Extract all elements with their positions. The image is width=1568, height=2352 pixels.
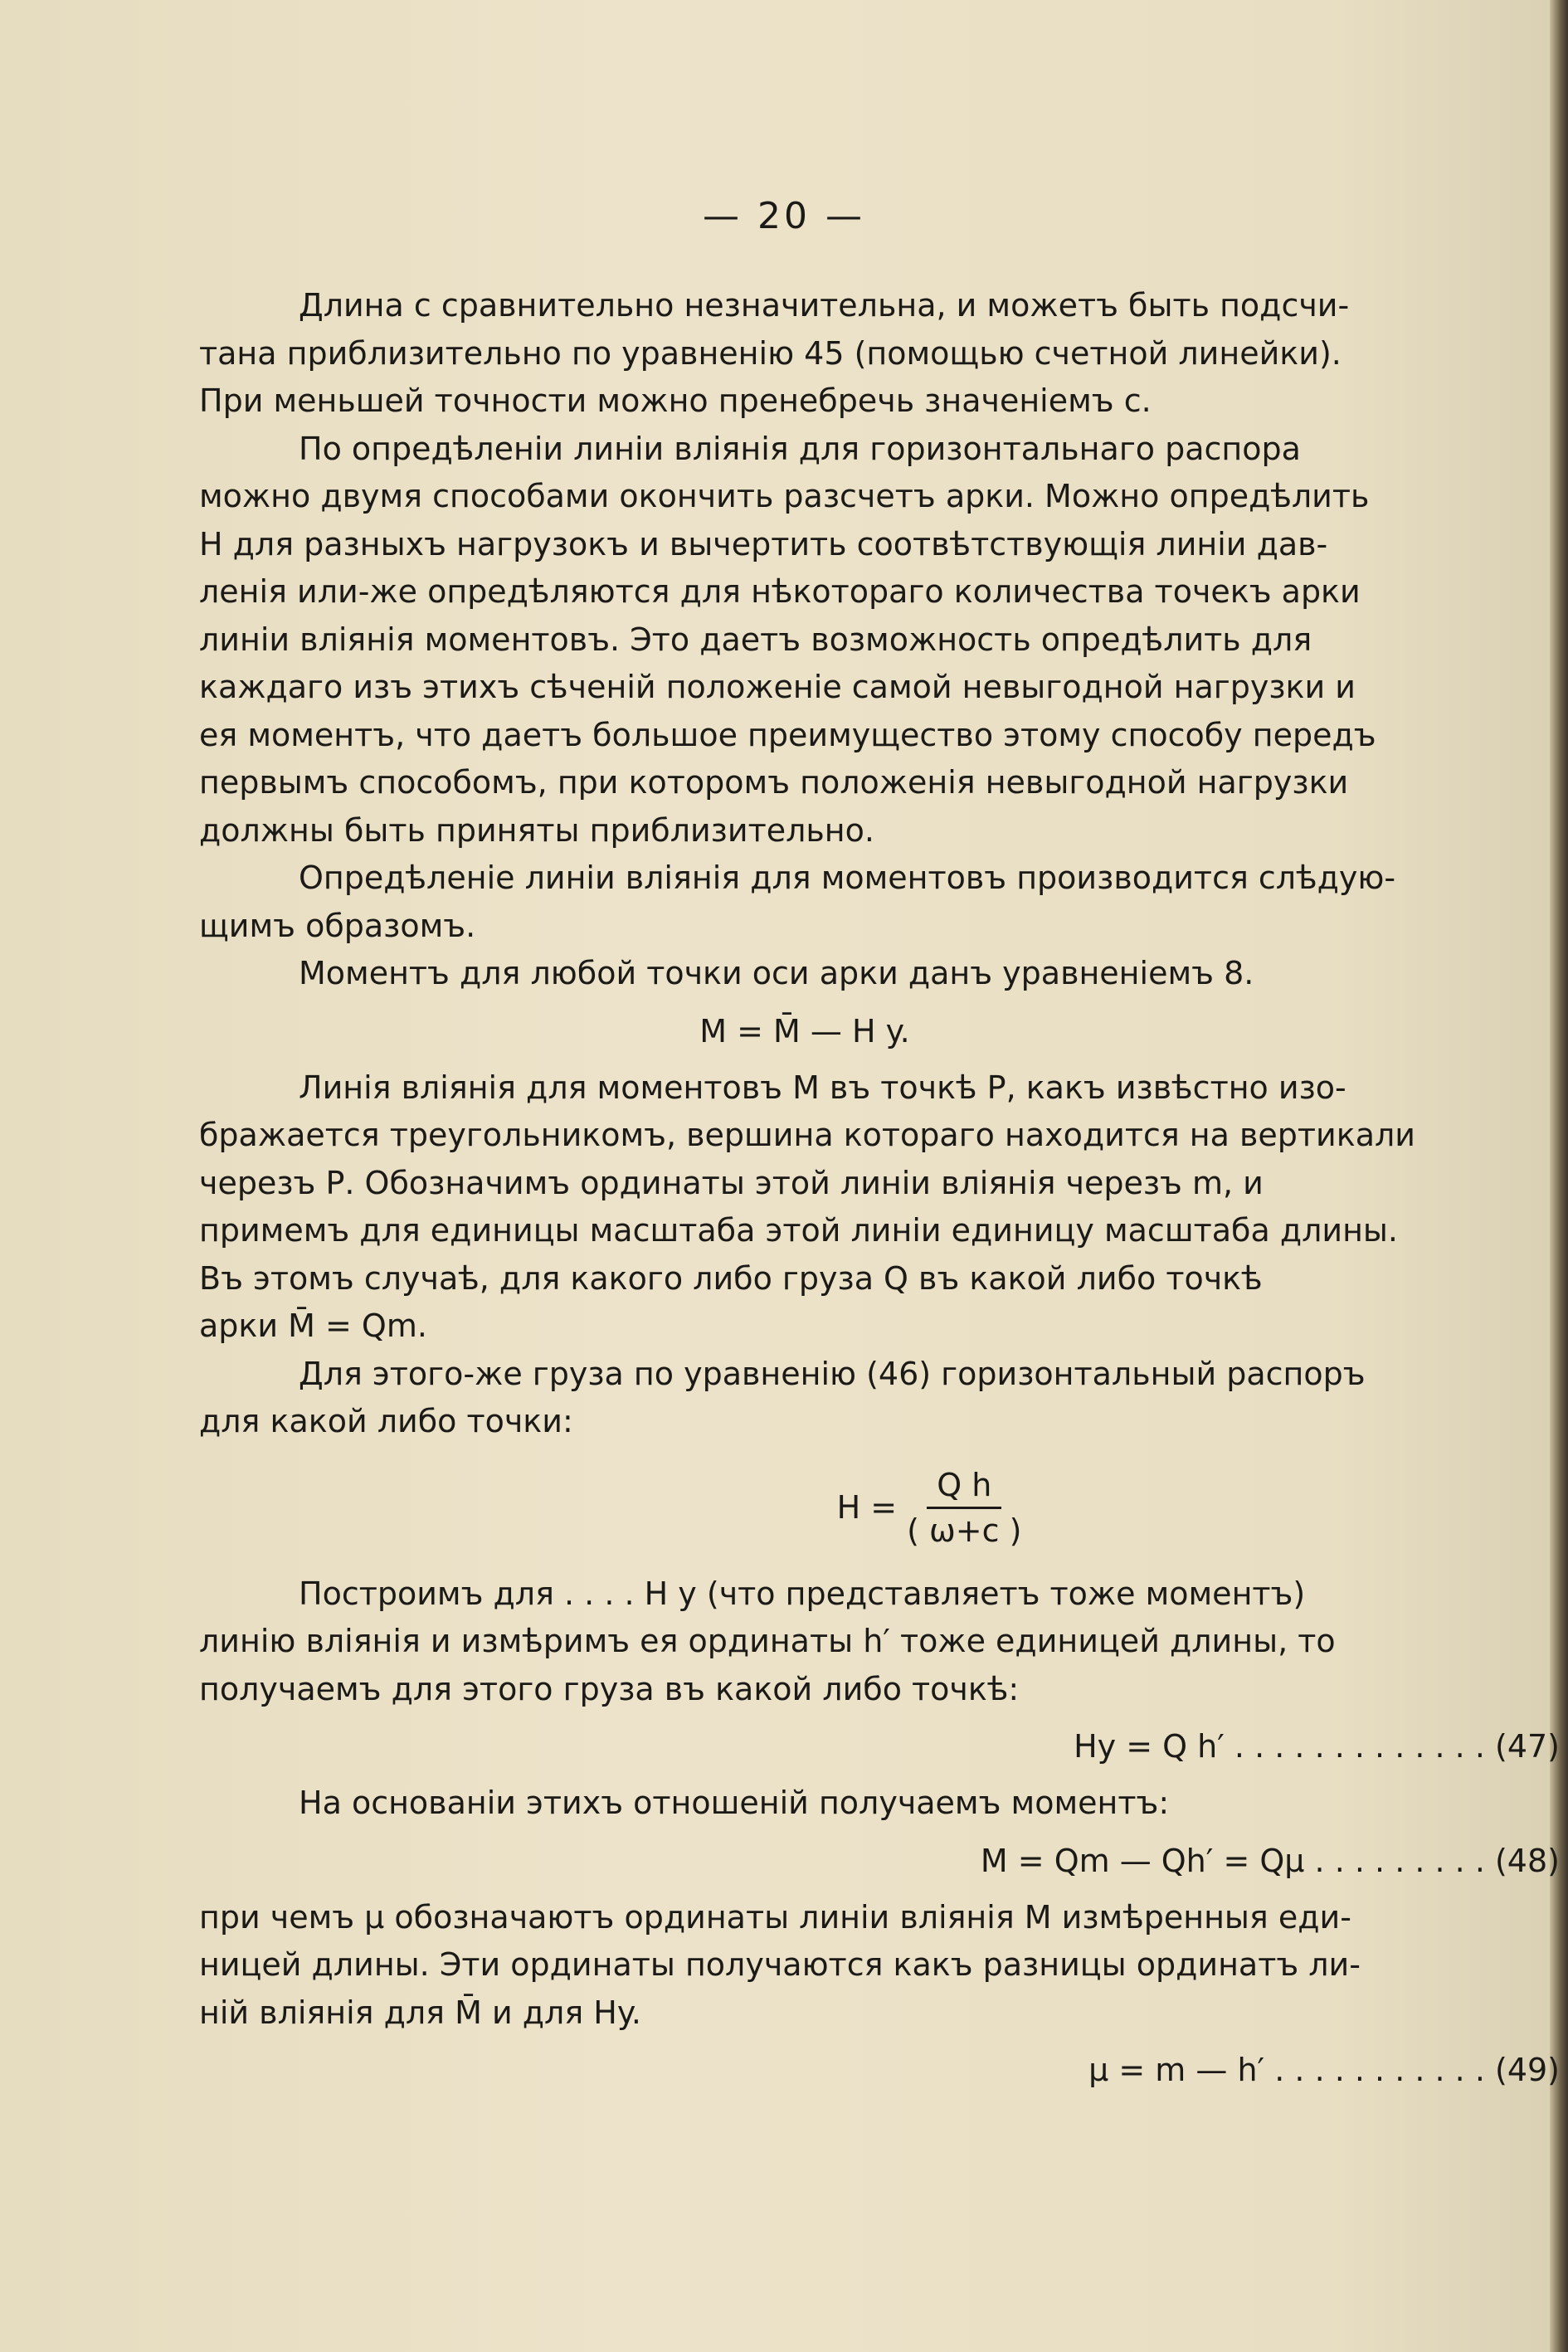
text-line: ея моментъ, что даетъ большое преимущество этому способу передъ (199, 716, 1376, 753)
fraction (907, 1463, 1021, 1552)
text-line: тана приблизительно по уравненію 45 (помощью счетной линейки). (199, 334, 1342, 372)
equation-48 (199, 1828, 1560, 1894)
text-line: По опредѣленіи линіи вліянія для горизонтальнаго распора (299, 430, 1301, 467)
text-line: ній вліянія для M̄ и для Hy. (199, 1994, 641, 2031)
text-line: для какой либо точки: (199, 1403, 573, 1439)
text-line: Въ этомъ случаѣ, для какого либо груза Q въ какой либо точкѣ (199, 1259, 1263, 1297)
fraction-denominator: ( ω+c ) (907, 1512, 1022, 1549)
text-line: примемъ для единицы масштаба этой линіи единицу масштаба длины. (199, 1212, 1399, 1249)
text-line: Н для разныхъ нагрузокъ и вычертить соотвѣтствующія линіи дав- (199, 525, 1328, 562)
text-line: арки M̄ = Qm. (199, 1307, 427, 1344)
fraction-numerator: Q h (927, 1463, 1001, 1509)
text-line: можно двумя способами окончить разсчетъ арки. Можно опредѣлить (199, 478, 1370, 514)
text-line: ницей длины. Эти ординаты получаются какъ разницы ординатъ ли- (199, 1946, 1361, 1983)
equation-49-text: μ = m — h′ . . . . . . . . . . . (49) (1088, 2052, 1560, 2088)
text-line: Линія вліянія для моментовъ М въ точкѣ Р, какъ извѣстно изо- (299, 1069, 1346, 1106)
text-line: щимъ образомъ. (199, 907, 476, 944)
body-text (199, 282, 1560, 2103)
text-line: каждаго изъ этихъ сѣченій положеніе самой невыгодной нагрузки и (199, 669, 1356, 705)
text-line: При меньшей точности можно пренебречь значеніемъ с. (199, 382, 1152, 419)
text-line: бражается треугольникомъ, вершина котораго находится на вертикали (199, 1117, 1415, 1153)
text-line: На основаніи этихъ отношеній получаемъ моментъ: (299, 1785, 1170, 1821)
equation-48-text: M = Qm — Qh′ = Qμ . . . . . . . . . (48) (980, 1842, 1560, 1879)
text-line: линію вліянія и измѣримъ ея ординаты h′ тоже единицей длины, то (199, 1623, 1336, 1659)
equation-h (199, 1446, 1560, 1570)
equation-47 (199, 1713, 1560, 1780)
text-line: черезъ Р. Обозначимъ ординаты этой линіи вліянія черезъ m, и (199, 1164, 1264, 1201)
text-line: первымъ способомъ, при которомъ положенія невыгодной нагрузки (199, 764, 1349, 801)
text-line: при чемъ μ обозначаютъ ординаты линіи вліянія М измѣренныя еди- (199, 1898, 1351, 1936)
text-line: должны быть приняты приблизительно. (199, 811, 874, 849)
equation-47-text: Hy = Q h′ . . . . . . . . . . . . . (47) (1074, 1728, 1560, 1765)
text-line: Для этого-же груза по уравненію (46) горизонтальный распоръ (299, 1355, 1366, 1392)
text-line: линіи вліянія моментовъ. Это даетъ возможность опредѣлить для (199, 621, 1312, 658)
text-line: ленія или-же опредѣляются для нѣкотораго количества точекъ арки (199, 573, 1361, 610)
text-line: Длина с сравнительно незначительна, и можетъ быть подсчи- (299, 287, 1350, 324)
text-line: получаемъ для этого груза въ какой либо точкѣ: (199, 1670, 1020, 1707)
equation-m: M = M̄ — H y. (699, 1012, 910, 1049)
text-line: Опредѣленіе линіи вліянія для моментовъ производится слѣдую- (299, 859, 1396, 896)
page-number: — 20 — (703, 195, 865, 237)
text-line: Построимъ для . . . . Н у (что представляетъ тоже моментъ) (299, 1575, 1306, 1612)
text-line: Моментъ для любой точки оси арки данъ уравненіемъ 8. (299, 955, 1254, 991)
equation-h-left: H = (836, 1488, 898, 1526)
equation-49 (199, 2037, 1560, 2103)
